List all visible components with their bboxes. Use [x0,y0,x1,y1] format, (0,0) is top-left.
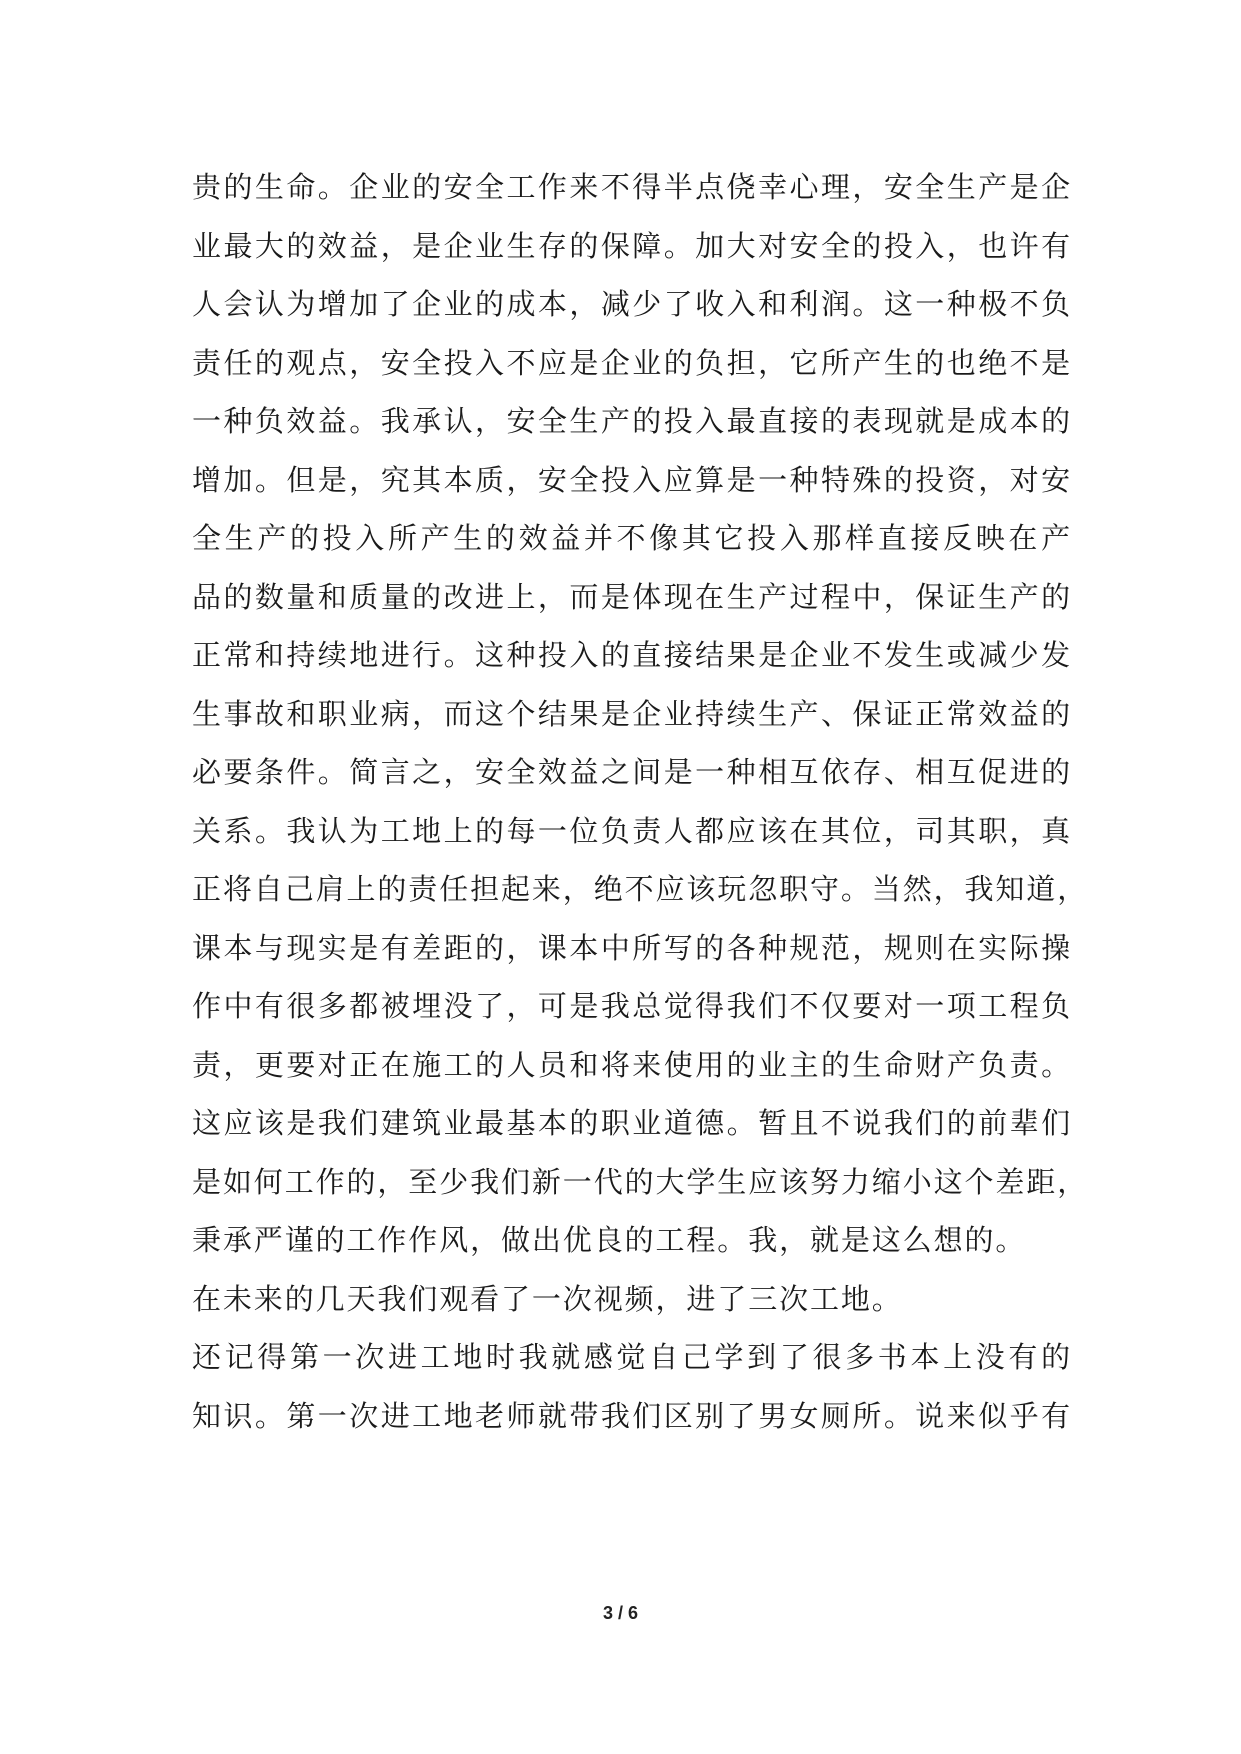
text-line: 作中有很多都被埋没了，可是我总觉得我们不仅要对一项工程负 [192,989,1072,1023]
text-line: 增加。但是，究其本质，安全投入应算是一种特殊的投资，对安 [192,462,1072,497]
text-line: 生事故和职业病，而这个结果是企业持续生产、保证正常效益的 [192,696,1072,731]
text-line: 责任的观点，安全投入不应是企业的负担，它所产生的也绝不是 [192,345,1072,380]
text-line: 正常和持续地进行。这种投入的直接结果是企业不发生或减少发 [192,638,1072,672]
body-text [192,158,1089,1445]
text-line: 品的数量和质量的改进上，而是体现在生产过程中，保证生产的 [192,579,1072,614]
text-line: 全生产的投入所产生的效益并不像其它投入那样直接反映在产 [192,521,1072,555]
text-line: 人会认为增加了企业的成本，减少了收入和利润。这一种极不负 [192,287,1072,321]
text-line: 责，更要对正在施工的人员和将来使用的业主的生命财产负责。 [192,1047,1072,1082]
text-line: 秉承严谨的工作作风，做出优良的工程。我，就是这么想的。 [192,1223,1027,1257]
text-line: 贵的生命。企业的安全工作来不得半点侥幸心理，安全生产是企 [192,170,1072,204]
text-line: 这应该是我们建筑业最基本的职业道德。暂且不说我们的前辈们 [192,1106,1072,1140]
text-line: 是如何工作的，至少我们新一代的大学生应该努力缩小这个差距， [192,1164,1089,1199]
text-line: 关系。我认为工地上的每一位负责人都应该在其位，司其职，真 [192,813,1072,848]
text-line: 必要条件。简言之，安全效益之间是一种相互依存、相互促进的 [192,755,1072,789]
text-line: 课本与现实是有差距的，课本中所写的各种规范，规则在实际操 [192,930,1072,965]
text-line: 业最大的效益，是企业生存的保障。加大对安全的投入，也许有 [192,228,1072,263]
text-line: 在未来的几天我们观看了一次视频，进了三次工地。 [192,1281,903,1316]
text-line: 知识。第一次进工地老师就带我们区别了男女厕所。说来似乎有 [192,1398,1072,1433]
text-line: 一种负效益。我承认，安全生产的投入最直接的表现就是成本的 [192,404,1072,438]
text-line: 正将自己肩上的责任担起来，绝不应该玩忽职守。当然，我知道， [192,872,1089,906]
page-number: 3 / 6 [602,1603,639,1623]
text-line: 还记得第一次进工地时我就感觉自己学到了很多书本上没有的 [192,1340,1072,1374]
